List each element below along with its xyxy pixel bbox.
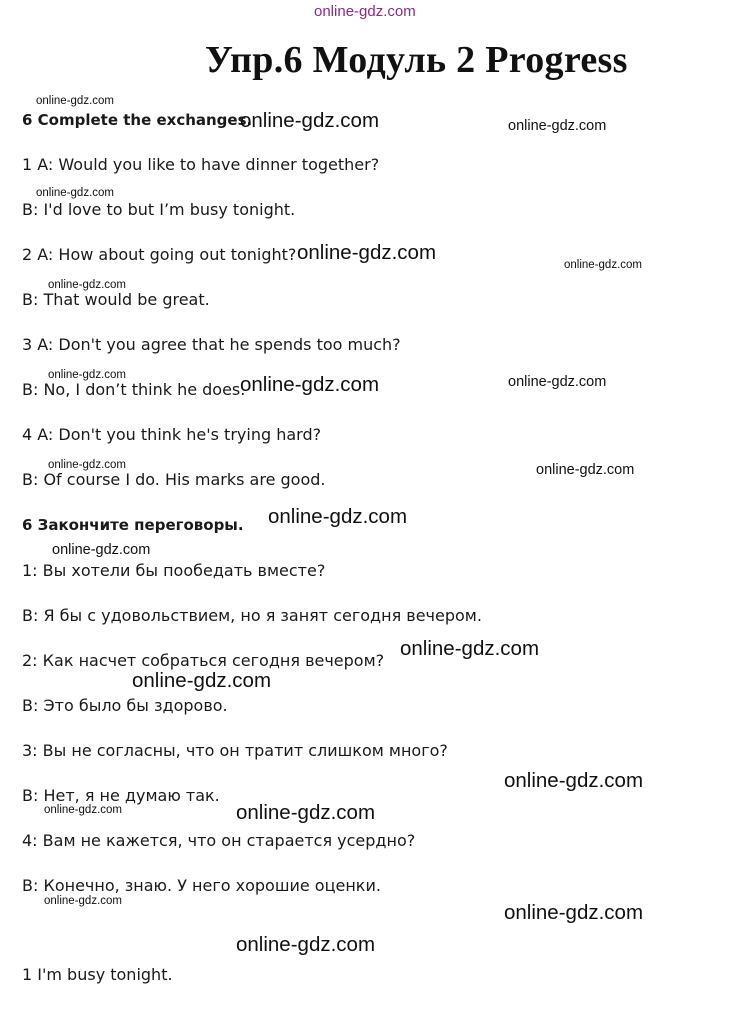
russian-line: B: Я бы с удовольствием, но я занят сегодня вечером. — [22, 606, 482, 625]
watermark: online-gdz.com — [44, 804, 122, 816]
russian-line: 4: Вам не кажется, что он старается усердно? — [22, 831, 416, 850]
english-line: 4 A: Don't you think he's trying hard? — [22, 425, 322, 444]
russian-line: 3: Вы не согласны, что он тратит слишком много? — [22, 741, 448, 760]
watermark: online-gdz.com — [240, 109, 380, 132]
russian-line: 1: Вы хотели бы пообедать вместе? — [22, 561, 326, 580]
watermark: online-gdz.com — [504, 769, 644, 792]
watermark: online-gdz.com — [48, 459, 126, 471]
watermark: online-gdz.com — [508, 374, 607, 390]
watermark: online-gdz.com — [36, 187, 114, 199]
answer-line: 1 I'm busy tonight. — [22, 965, 173, 984]
english-heading: 6 Complete the exchanges. — [22, 111, 253, 129]
watermark: online-gdz.com — [132, 669, 272, 692]
russian-line: B: Нет, я не думаю так. — [22, 786, 220, 805]
english-line: 1 A: Would you like to have dinner together? — [22, 155, 380, 174]
russian-line: B: Конечно, знаю. У него хорошие оценки. — [22, 876, 381, 895]
english-line: 3 A: Don't you agree that he spends too much? — [22, 335, 401, 354]
english-line: B: Of course I do. His marks are good. — [22, 470, 326, 489]
watermark: online-gdz.com — [297, 241, 437, 264]
watermark: online-gdz.com — [48, 369, 126, 381]
watermark: online-gdz.com — [236, 801, 376, 824]
watermark: online-gdz.com — [508, 118, 607, 134]
watermark: online-gdz.com — [36, 95, 114, 107]
watermark: online-gdz.com — [564, 259, 642, 271]
watermark: online-gdz.com — [44, 895, 122, 907]
watermark: online-gdz.com — [240, 373, 380, 396]
watermark: online-gdz.com — [236, 933, 376, 956]
watermark: online-gdz.com — [48, 279, 126, 291]
russian-heading: 6 Закончите переговоры. — [22, 516, 244, 534]
page-title: Упр.6 Модуль 2 Progress — [205, 39, 628, 81]
top-watermark: online-gdz.com — [314, 3, 416, 20]
english-line: B: I'd love to but I’m busy tonight. — [22, 200, 296, 219]
english-line: 2 A: How about going out tonight? — [22, 245, 297, 264]
english-line: B: That would be great. — [22, 290, 210, 309]
watermark: online-gdz.com — [268, 505, 408, 528]
watermark: online-gdz.com — [52, 542, 151, 558]
russian-line: 2: Как насчет собраться сегодня вечером? — [22, 651, 385, 670]
english-line: B: No, I don’t think he does. — [22, 380, 246, 399]
watermark: online-gdz.com — [536, 462, 635, 478]
russian-line: B: Это было бы здорово. — [22, 696, 228, 715]
watermark: online-gdz.com — [400, 637, 540, 660]
watermark: online-gdz.com — [504, 901, 644, 924]
